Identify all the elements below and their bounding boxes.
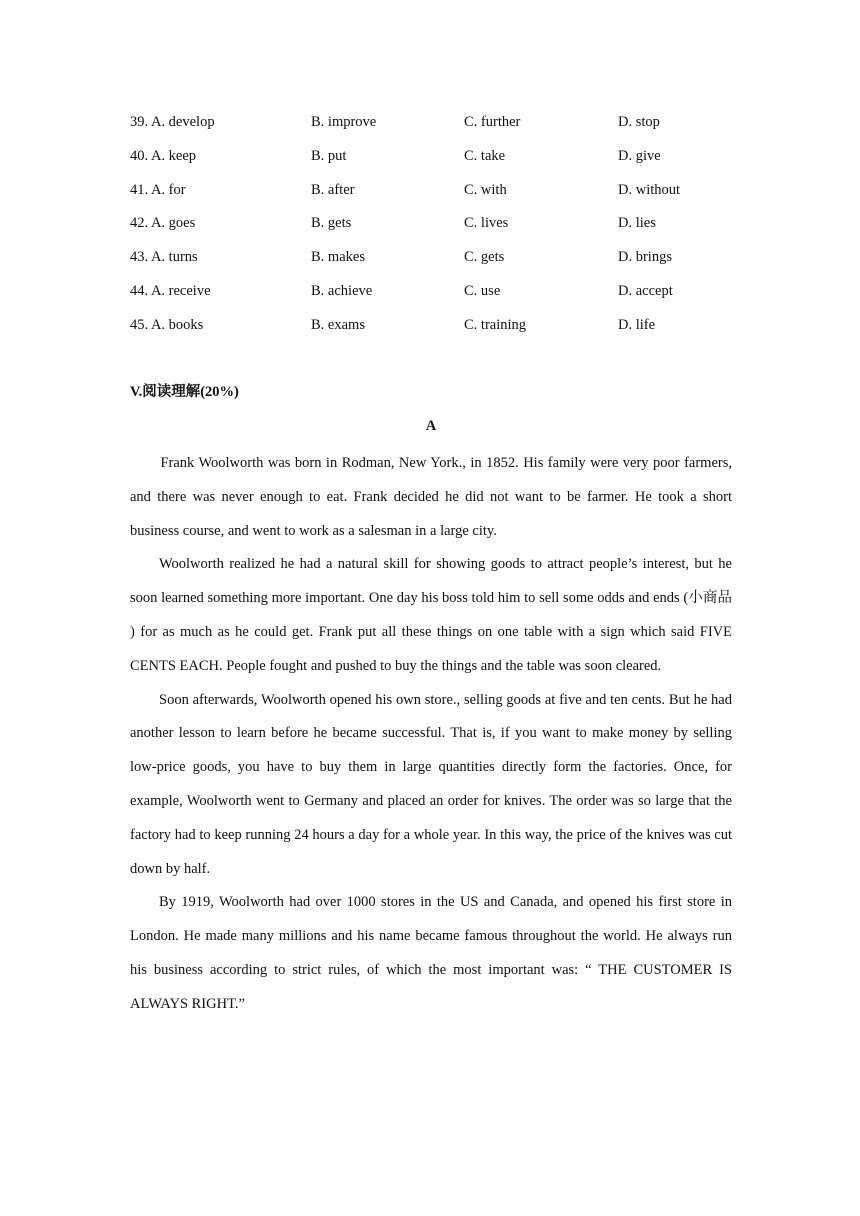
option-d: D. accept	[618, 282, 673, 299]
option-row	[130, 144, 732, 178]
option-b: B. put	[311, 147, 347, 164]
passage-paragraph: Soon afterwards, Woolworth opened his own store., selling goods at five and ten cents. But he had another lesson to learn before he became successful. That is, if you want to make money by selling low-price goods, you have to buy them in large quantities directly form the factories. Once, for example, Woolworth went to Germany and placed an order for knives. The order was so large that the factory had to keep running 24 hours a day for a whole year. In this way, the price of the knives was cut down by half.	[130, 691, 732, 877]
option-a: 39. A. develop	[130, 114, 215, 130]
option-row	[130, 279, 732, 313]
option-a: 43. A. turns	[130, 249, 198, 266]
option-d: D. lies	[618, 215, 656, 232]
option-c: C. training	[464, 316, 527, 333]
passage-title: A	[425, 418, 437, 434]
option-row	[130, 245, 732, 279]
passage-paragraph: Woolworth realized he had a natural skill for showing goods to attract people’s interest, but he soon learned something more important. One day his boss told him to sell some odds and ends (小商品 ) for as much as he could get. Frank put all these things on one table with a sign which said FIVE CENTS EACH. People fought and pushed to buy the things and the table was soon cleared.	[130, 556, 732, 674]
option-c: C. take	[464, 147, 506, 164]
option-b: B. improve	[311, 114, 377, 130]
option-row	[130, 313, 732, 347]
option-d: D. brings	[618, 249, 672, 266]
option-a: 42. A. goes	[130, 215, 196, 232]
option-a: 44. A. receive	[130, 282, 211, 299]
passage-paragraph: Frank Woolworth was born in Rodman, New York., in 1852. His family were very poor farmers, and there was never enough to eat. Frank decided he did not want to be farmer. He took a short business course, and went to work as a salesman in a large city.	[130, 455, 732, 539]
option-a: 40. A. keep	[130, 147, 197, 164]
option-d: D. life	[618, 316, 656, 333]
option-row	[130, 110, 732, 144]
option-a: 41. A. for	[130, 181, 186, 198]
option-b: B. achieve	[311, 282, 373, 299]
option-b: B. exams	[311, 316, 365, 333]
option-c: C. lives	[464, 215, 509, 232]
option-b: B. after	[311, 181, 355, 198]
option-d: D. stop	[618, 114, 660, 130]
option-c: C. gets	[464, 249, 505, 266]
option-b: B. gets	[311, 215, 352, 232]
option-c: C. use	[464, 282, 501, 299]
answer-options-table	[130, 110, 732, 347]
option-d: D. without	[618, 181, 681, 198]
section-heading: V.阅读理解(20%)	[130, 384, 239, 400]
passage-paragraph: By 1919, Woolworth had over 1000 stores in the US and Canada, and opened his first store in London. He made many millions and his name became famous throughout the world. He always run his business according to strict rules, of which the most important was: “ THE CUSTOMER IS ALWAYS RIGHT.”	[130, 894, 732, 1012]
option-a: 45. A. books	[130, 316, 204, 333]
option-row	[130, 178, 732, 212]
option-b: B. makes	[311, 249, 365, 266]
passage-body	[130, 447, 732, 1022]
option-c: C. further	[464, 114, 521, 130]
option-row	[130, 211, 732, 245]
option-c: C. with	[464, 181, 507, 198]
option-d: D. give	[618, 147, 661, 164]
